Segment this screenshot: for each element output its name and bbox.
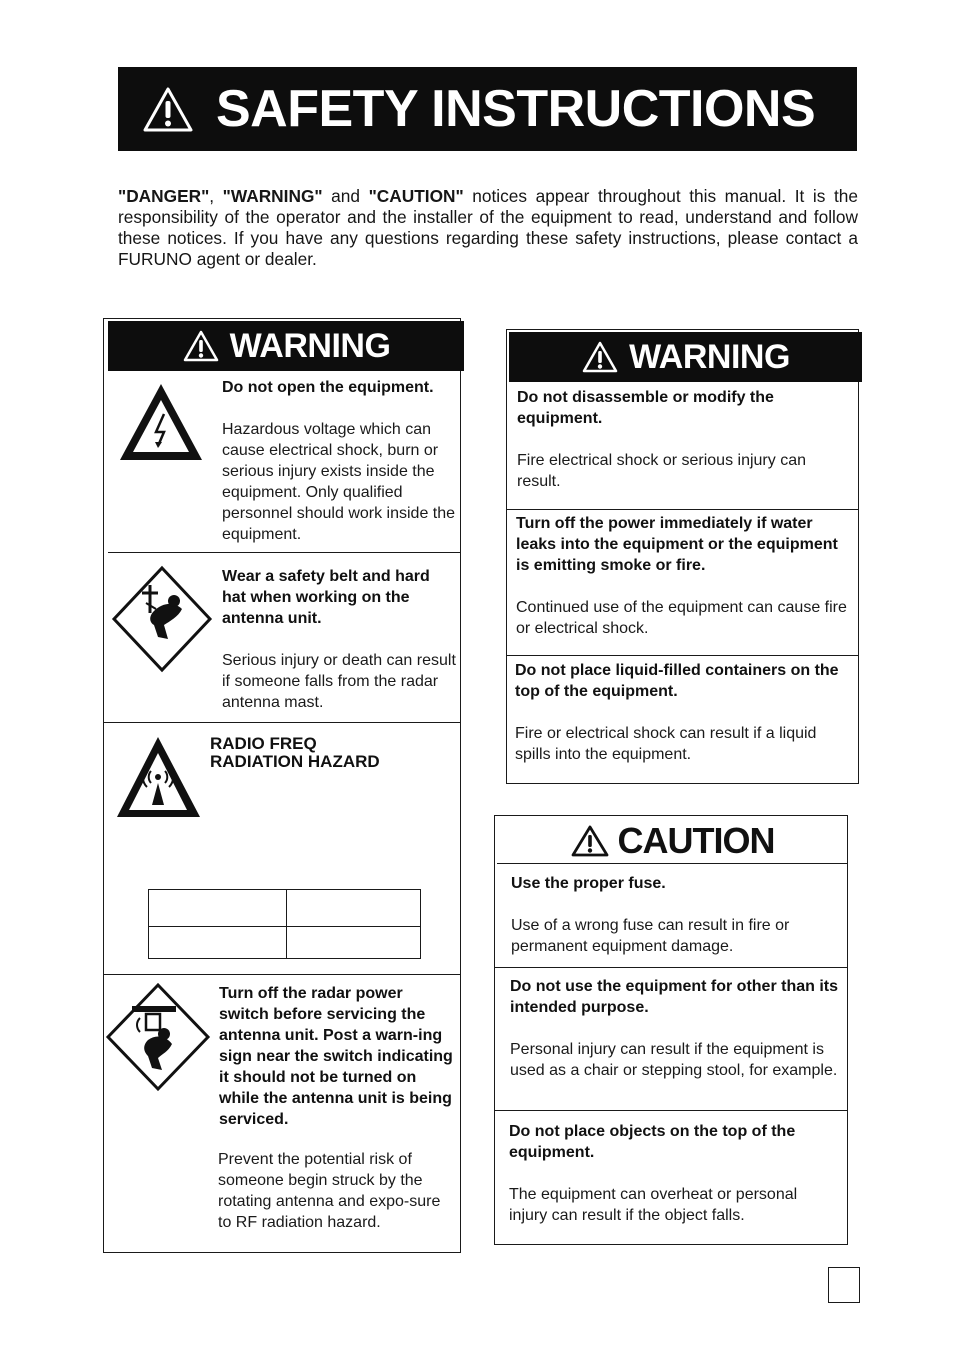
right-section-2-title: Turn off the power immediately if water leaks into the equipment or the equipment is emitting smoke or fire. — [516, 515, 838, 574]
intro-sep1: , — [209, 186, 223, 206]
caution-section-2-title: Do not use the equipment for other than its intended purpose. — [510, 978, 838, 1016]
right-section-1-title: Do not disassemble or modify the equipment. — [517, 389, 774, 427]
title-banner — [118, 67, 857, 151]
warning-triangle-icon — [581, 340, 619, 374]
divider — [506, 655, 859, 656]
rf-hazard-title: RADIO FREQ RADIATION HAZARD — [210, 734, 380, 771]
left-warning-header-label: WARNING — [229, 326, 391, 365]
right-section-3-body: Fire or electrical shock can result if a liquid spills into the equipment. — [515, 725, 817, 763]
left-section-1-title: Do not open the equipment. — [222, 379, 434, 396]
left-warning-header — [108, 321, 464, 371]
right-section-1-body: Fire electrical shock or serious injury can result. — [517, 452, 806, 490]
divider — [494, 967, 848, 968]
left-section-4-title: Turn off the radar power switch before servicing the antenna unit. Post a warn-ing sign near the switch indicating it should not be turned on while the antenna unit is being serviced. — [219, 985, 453, 1128]
divider — [103, 722, 461, 723]
page-number-box — [828, 1267, 860, 1303]
caution-header — [497, 818, 847, 864]
caution-header-label: CAUTION — [617, 819, 775, 861]
high-voltage-icon — [116, 380, 206, 464]
caution-section-2-body: Personal injury can result if the equipment is used as a chair or stepping stool, for example. — [510, 1041, 838, 1079]
left-section-1-body: Hazardous voltage which can cause electrical shock, burn or serious injury exists inside the equipment. Only qualified personnel should work inside the equipment. — [222, 421, 456, 543]
right-section-3-title: Do not place liquid-filled containers on the top of the equipment. — [515, 662, 839, 700]
left-section-4-body: Prevent the potential risk of someone begin struck by the rotating antenna and expo-sure to RF radiation hazard. — [218, 1151, 441, 1231]
divider — [506, 509, 859, 510]
table-column-divider — [286, 890, 287, 958]
caution-section-3-body: The equipment can overheat or personal injury can result if the object falls. — [509, 1186, 798, 1224]
table-row-divider — [149, 926, 420, 927]
intro-paragraph — [118, 186, 858, 270]
intro-caution: "CAUTION" — [368, 186, 464, 206]
intro-warning: "WARNING" — [222, 186, 323, 206]
rf-distance-table — [148, 889, 421, 959]
warning-triangle-icon — [182, 329, 220, 363]
caution-triangle-icon — [570, 824, 610, 858]
right-section-2-body: Continued use of the equipment can cause fire or electrical shock. — [516, 599, 847, 637]
rf-radiation-icon — [114, 733, 204, 821]
left-section-2-body: Serious injury or death can result if someone falls from the radar antenna mast. — [222, 652, 456, 711]
page-title: SAFETY INSTRUCTIONS — [216, 80, 816, 138]
caution-section-1-body: Use of a wrong fuse can result in fire or permanent equipment damage. — [511, 917, 790, 955]
caution-section-3-title: Do not place objects on the top of the equipment. — [509, 1123, 796, 1161]
left-section-2-title: Wear a safety belt and hard hat when working on the antenna unit. — [222, 568, 430, 627]
divider — [103, 974, 461, 975]
right-warning-header — [509, 332, 862, 382]
warning-triangle-icon — [142, 85, 194, 133]
right-warning-header-label: WARNING — [629, 337, 790, 376]
divider — [108, 552, 461, 553]
safety-belt-icon — [110, 565, 214, 673]
intro-danger: "DANGER" — [118, 186, 210, 206]
power-switch-warning-icon — [104, 982, 212, 1092]
intro-rest: notices appear throughout this manual. It is the responsibility of the operator and the installer of the equipment to read, understand and follow these notices. If you have any questions regarding these safety instructions, please contact a FURUNO agent or dealer. — [118, 186, 859, 269]
caution-section-1-title: Use the proper fuse. — [511, 875, 666, 892]
divider — [494, 1110, 848, 1111]
intro-sep2: and — [322, 186, 369, 206]
